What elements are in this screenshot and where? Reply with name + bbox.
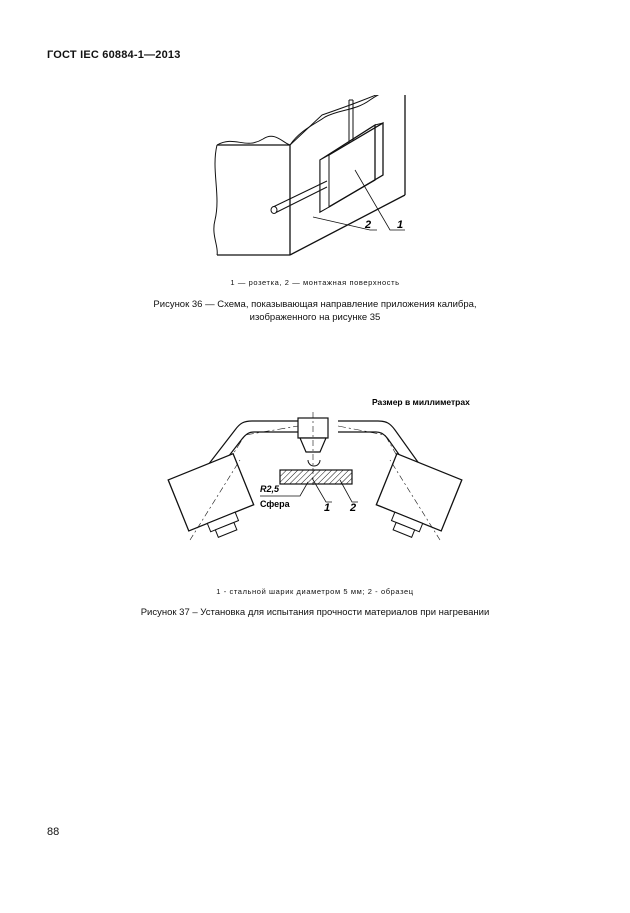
gauge-rod-horizontal <box>273 181 327 213</box>
fig36-label-2: 2 <box>365 219 372 231</box>
gauge-rod-vertical <box>349 100 353 143</box>
break-line-top-back <box>290 95 405 145</box>
page-number: 88 <box>47 826 60 838</box>
break-line-top <box>217 136 290 145</box>
fig36-label-1: 1 <box>397 219 404 231</box>
block-top-face <box>290 95 410 145</box>
left-weight <box>168 454 260 547</box>
figure-36-drawing <box>205 95 435 265</box>
figure-36-legend: 1 — розетка, 2 — монтажная поверхность <box>230 278 400 287</box>
figure-36-caption-line1: Рисунок 36 — Схема, показывающая направление приложения калибра, <box>153 299 477 310</box>
break-line-left <box>214 145 217 255</box>
steel-ball <box>308 460 320 466</box>
figure-37-legend: 1 - стальной шарик диаметром 5 мм; 2 - образец <box>216 587 414 596</box>
right-weight <box>370 454 462 547</box>
sphere-label: Сфера <box>260 499 290 509</box>
fig37-label-2: 2 <box>350 502 357 514</box>
radius-label: R2,5 <box>260 484 280 494</box>
document-header: ГОСТ IEC 60884-1—2013 <box>47 49 181 61</box>
figure-36-caption-line2: изображенного на рисунке 35 <box>249 312 381 323</box>
figure-37-caption: Рисунок 37 – Установка для испытания прочности материалов при нагревании <box>140 607 490 618</box>
fig37-label-1: 1 <box>324 502 331 514</box>
figure-37-drawing <box>140 390 490 555</box>
units-note: Размер в миллиметрах <box>372 397 470 407</box>
